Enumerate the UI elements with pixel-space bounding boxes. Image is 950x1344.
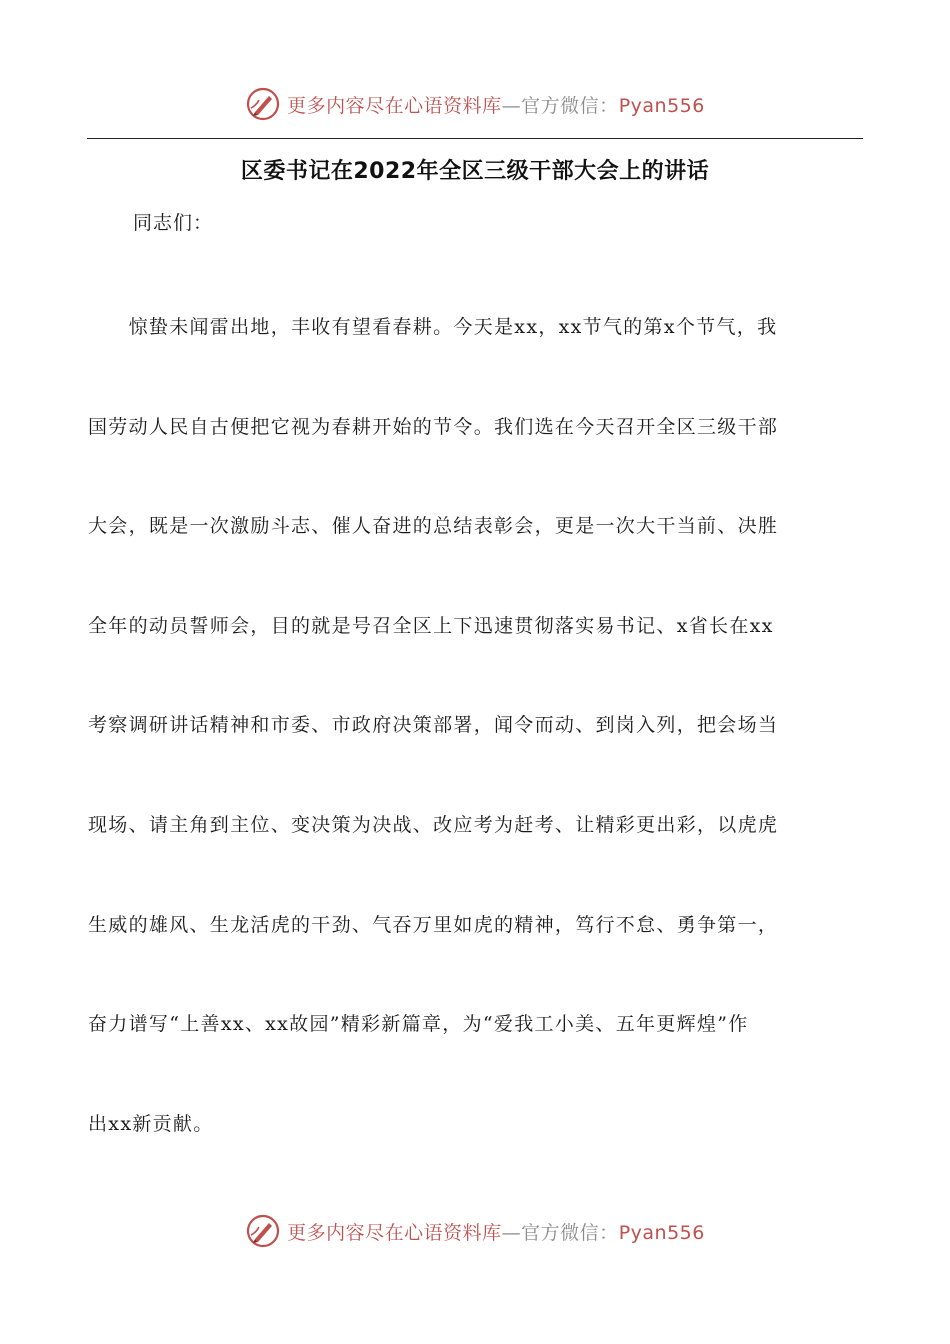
salutation: 同志们： [133, 212, 214, 234]
footer-slogan [287, 1218, 705, 1245]
pen-logo-icon [245, 86, 281, 122]
paragraph-line: 生威的雄风、生龙活虎的干劲、气吞万里如虎的精神，笃行不怠、勇争第一， [88, 913, 779, 936]
paragraph-line: 奋力谱写“上善xx、xx故园”精彩新篇章，为“爱我工小美、五年更辉煌”作 [88, 1013, 749, 1036]
header-wechat-id: Pyan556 [618, 94, 705, 117]
footer-wechat-id: Pyan556 [618, 1221, 705, 1244]
paragraph-line: 惊蛰未闻雷出地，丰收有望看春耕。今天是xx，xx节气的第x个节气，我 [88, 316, 778, 338]
header-slogan [287, 91, 705, 118]
header-slogan-official: —官方微信： [501, 94, 619, 117]
paragraph-line: 考察调研讲话精神和市委、市政府决策部署，闻令而动、到岗入列，把会场当 [88, 714, 779, 737]
footer-slogan-prefix: 更多内容尽在心语资料库 [287, 1221, 502, 1244]
header-banner [0, 84, 950, 124]
header-divider [87, 138, 863, 139]
paragraph-line: 现场、请主角到主位、变决策为决战、改应考为赶考、让精彩更出彩，以虎虎 [88, 814, 779, 836]
header-slogan-prefix: 更多内容尽在心语资料库 [287, 94, 502, 117]
footer-slogan-official: —官方微信： [501, 1221, 619, 1244]
paragraph-line: 大会，既是一次激励斗志、催人奋进的总结表彰会，更是一次大干当前、决胜 [88, 515, 779, 538]
footer-banner [0, 1211, 950, 1251]
paragraph-line: 出xx新贡献。 [88, 1112, 214, 1135]
document-title: 区委书记在2022年全区三级干部大会上的讲话 [240, 159, 710, 184]
paragraph-line: 全年的动员誓师会，目的就是号召全区上下迅速贯彻落实易书记、x省长在xx [88, 614, 774, 637]
pen-logo-icon [245, 1213, 281, 1249]
paragraph-line: 国劳动人民自古便把它视为春耕开始的节令。我们选在今天召开全区三级干部 [88, 415, 779, 438]
